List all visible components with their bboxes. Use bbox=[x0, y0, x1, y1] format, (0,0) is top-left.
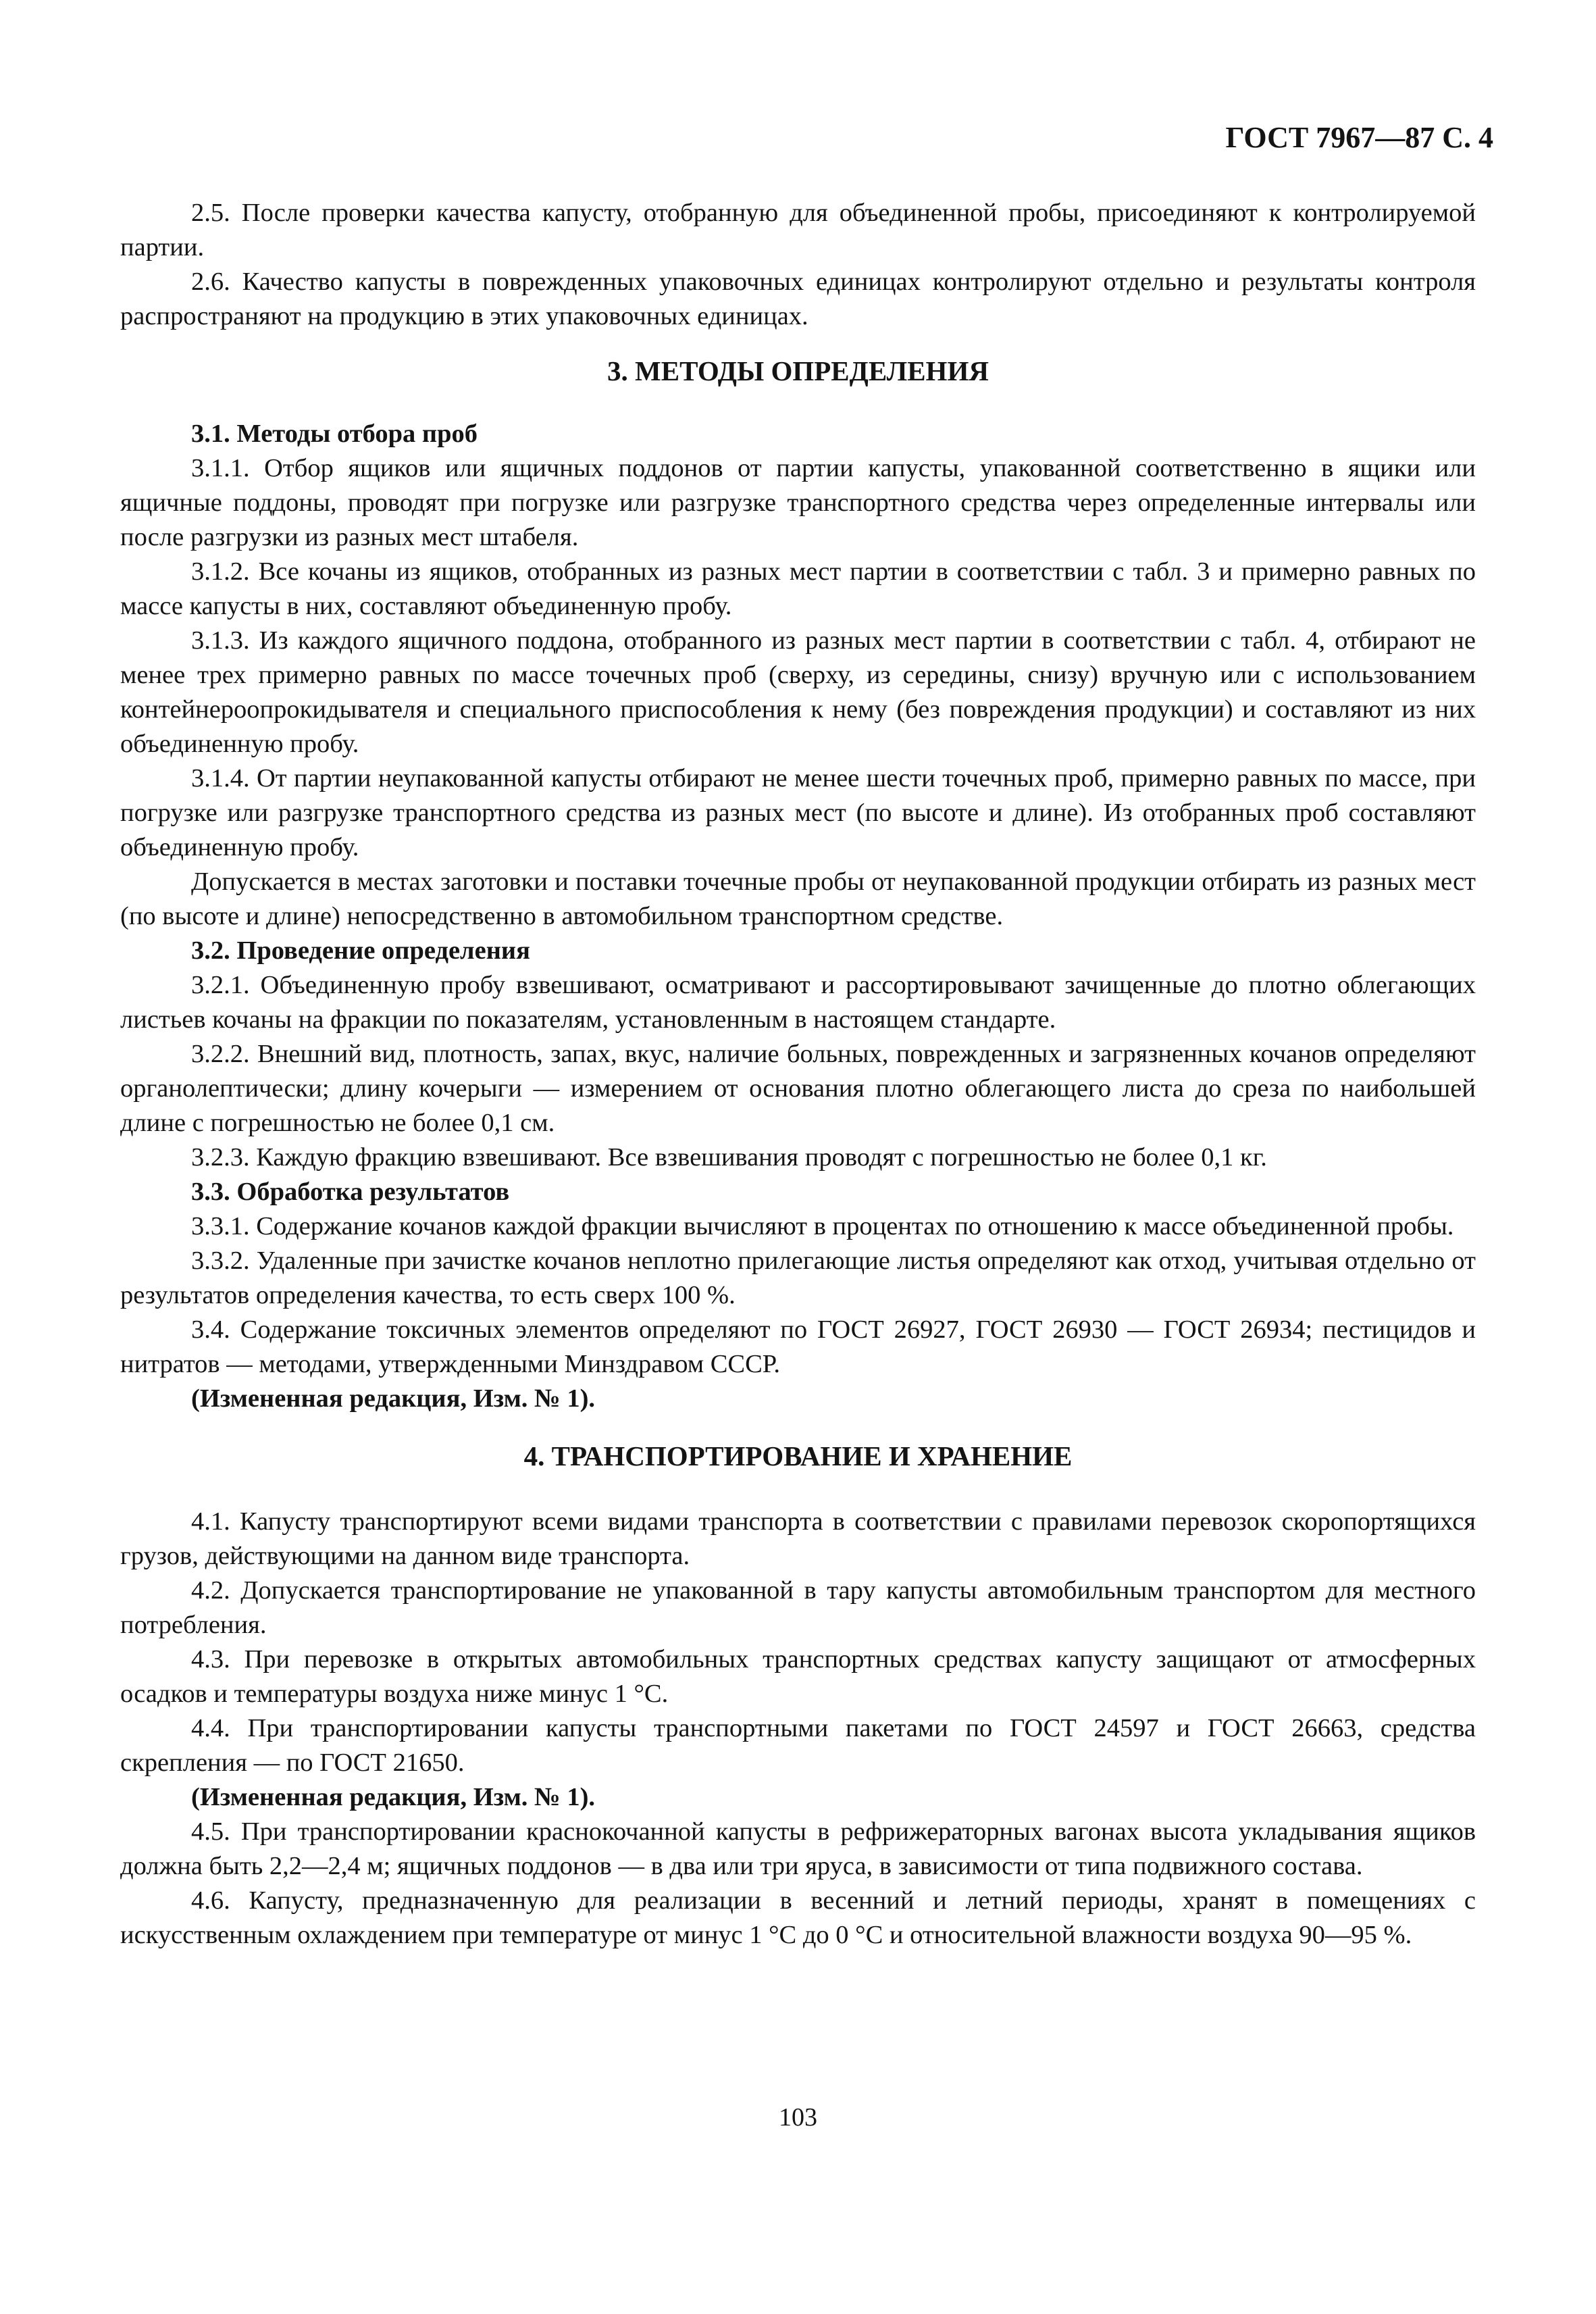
section-3-title: 3. МЕТОДЫ ОПРЕДЕЛЕНИЯ bbox=[607, 355, 989, 386]
paragraph-3-4: 3.4. Содержание токсичных элементов определяют по ГОСТ 26927, ГОСТ 26930 — ГОСТ 26934; пестицидов и нитратов — методами, утвержденными Минздравом СССР. bbox=[120, 1315, 1476, 1378]
paragraph-3-2-2: 3.2.2. Внешний вид, плотность, запах, вкус, наличие больных, поврежденных и загрязненных кочанов определяют органолептически; длину кочерыги — измерением от основания плотно облегающего листа до среза по наибольшей длине с погрешностью не более 0,1 см. bbox=[120, 1040, 1476, 1137]
page-number: 103 bbox=[779, 2103, 817, 2132]
paragraph-4-2: 4.2. Допускается транспортирование не упакованной в тару капусты автомобильным транспортом для местного потребления. bbox=[120, 1576, 1476, 1639]
document-body bbox=[120, 196, 1476, 1953]
paragraph-4-1: 4.1. Капусту транспортируют всеми видами транспорта в соответствии с правилами перевозок скоропортящихся грузов, действующими на данном виде транспорта. bbox=[120, 1507, 1476, 1570]
paragraph-3-2-1: 3.2.1. Объединенную пробу взвешивают, осматривают и рассортировывают зачищенные до плотно облегающих листьев кочаны на фракции по показателям, установленным в настоящем стандарте. bbox=[120, 971, 1476, 1034]
subsection-3-2-title: 3.2. Проведение определения bbox=[191, 936, 530, 965]
paragraph-3-1-4-note: Допускается в местах заготовки и поставки точечные пробы от неупакованной продукции отбирать из разных мест (по высоте и длине) непосредственно в автомобильном транспортном средстве. bbox=[120, 867, 1476, 930]
paragraph-3-1-2: 3.1.2. Все кочаны из ящиков, отобранных из разных мест партии в соответствии с табл. 3 и примерно равных по массе капусты в них, составляют объединенную пробу. bbox=[120, 557, 1476, 620]
paragraph-3-1-4: 3.1.4. От партии неупакованной капусты отбирают не менее шести точечных проб, примерно равных по массе, при погрузке или разгрузке транспортного средства из разных мест (по высоте и длине). Из отобранных проб составляют объединенную пробу. bbox=[120, 764, 1476, 861]
paragraph-3-3-2: 3.3.2. Удаленные при зачистке кочанов неплотно прилегающие листья определяют как отход, учитывая отдельно от результатов определения качества, то есть сверх 100 %. bbox=[120, 1247, 1476, 1309]
paragraph-2-5: 2.5. После проверки качества капусту, отобранную для объединенной пробы, присоединяют к контролируемой партии. bbox=[120, 199, 1476, 261]
paragraph-3-3-1: 3.3.1. Содержание кочанов каждой фракции вычисляют в процентах по отношению к массе объединенной пробы. bbox=[191, 1212, 1454, 1240]
paragraph-4-5: 4.5. При транспортировании краснокочанной капусты в рефрижераторных вагонах высота укладывания ящиков должна быть 2,2—2,4 м; ящичных поддонов — в два или три яруса, в зависимости от типа подвижного состава. bbox=[120, 1817, 1476, 1880]
section-4-title: 4. ТРАНСПОРТИРОВАНИЕ И ХРАНЕНИЕ bbox=[523, 1440, 1073, 1472]
subsection-3-1-title: 3.1. Методы отбора проб bbox=[191, 420, 478, 448]
paragraph-4-4: 4.4. При транспортировании капусты транспортными пакетами по ГОСТ 24597 и ГОСТ 26663, средства скрепления — по ГОСТ 21650. bbox=[120, 1714, 1476, 1777]
paragraph-2-6: 2.6. Качество капусты в поврежденных упаковочных единицах контролируют отдельно и результаты контроля распространяют на продукцию в этих упаковочных единицах. bbox=[120, 268, 1476, 330]
amendment-note-4: (Измененная редакция, Изм. № 1). bbox=[191, 1783, 596, 1811]
page-header: ГОСТ 7967—87 С. 4 bbox=[1225, 121, 1493, 154]
paragraph-3-1-3: 3.1.3. Из каждого ящичного поддона, отобранного из разных мест партии в соответствии с табл. 4, отбирают не менее трех примерно равных по массе точечных проб (сверху, из середины, снизу) вручную или с использованием контейнероопрокидывателя и специального приспособления к нему (без повреждения продукции) и составляют из них объединенную пробу. bbox=[120, 626, 1476, 758]
paragraph-4-3: 4.3. При перевозке в открытых автомобильных транспортных средствах капусту защищают от атмосферных осадков и температуры воздуха ниже минус 1 °С. bbox=[120, 1645, 1476, 1708]
paragraph-3-1-1: 3.1.1. Отбор ящиков или ящичных поддонов от партии капусты, упакованной соответственно в ящики или ящичные поддоны, проводят при погрузке или разгрузке транспортного средства через определенные интервалы или после разгрузки из разных мест штабеля. bbox=[120, 454, 1476, 551]
paragraph-4-6: 4.6. Капусту, предназначенную для реализации в весенний и летний периоды, хранят в помещениях с искусственным охлаждением при температуре от минус 1 °С до 0 °С и относительной влажности воздуха 90—95 %. bbox=[120, 1886, 1476, 1949]
subsection-3-3-title: 3.3. Обработка результатов bbox=[191, 1178, 510, 1206]
amendment-note-3: (Измененная редакция, Изм. № 1). bbox=[191, 1384, 596, 1413]
paragraph-3-2-3: 3.2.3. Каждую фракцию взвешивают. Все взвешивания проводят с погрешностью не более 0,1 кг. bbox=[191, 1143, 1267, 1172]
